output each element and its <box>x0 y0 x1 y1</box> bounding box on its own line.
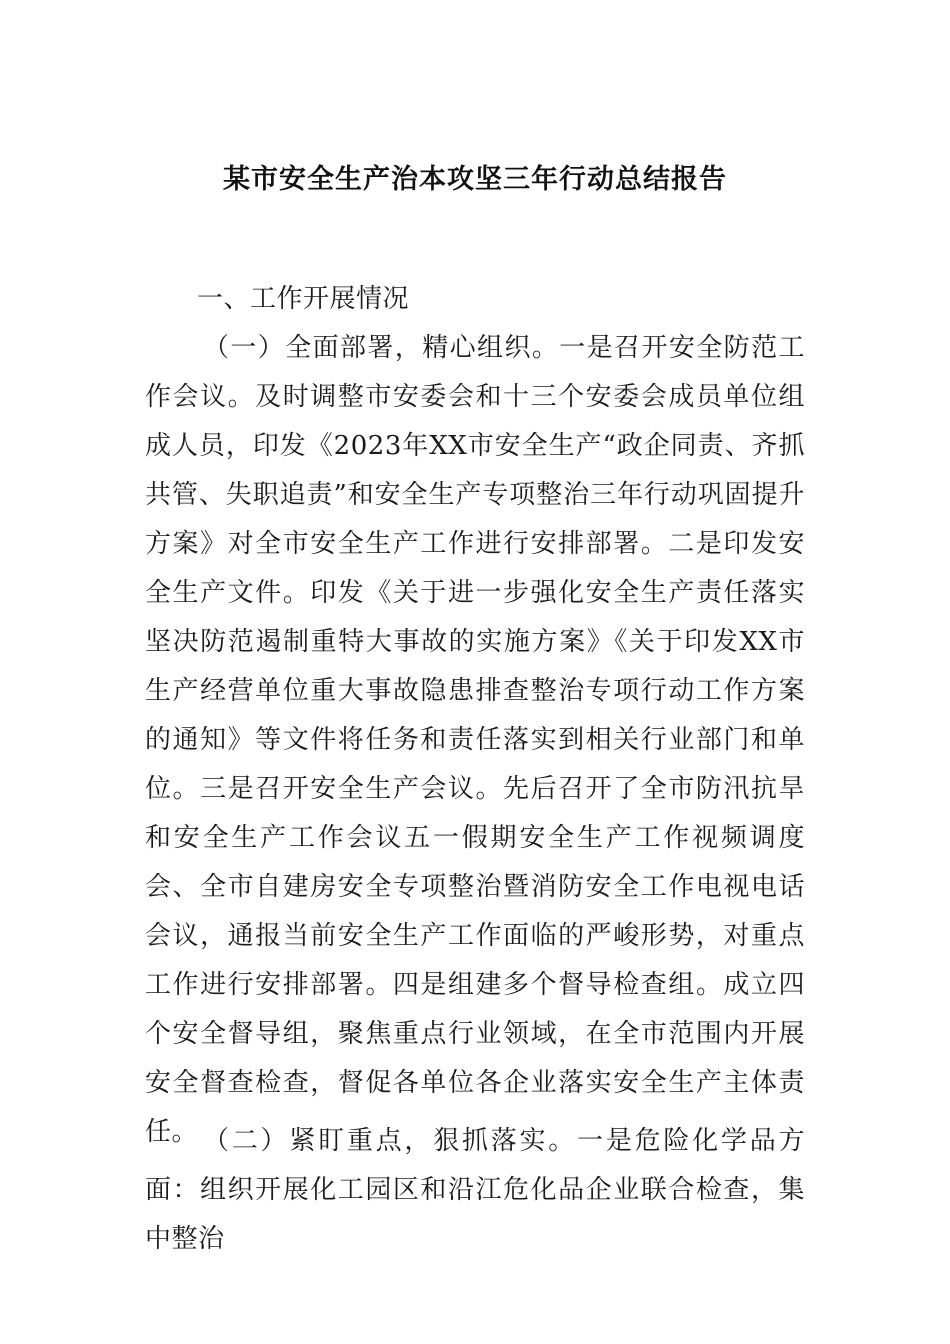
document-title: 某市安全生产治本攻坚三年行动总结报告 <box>223 164 727 195</box>
paragraph-2: （二）紧盯重点，狠抓落实。一是危险化学品方面：组织开展化工园区和沿江危化品企业联合检查，集中整治 <box>145 1126 805 1254</box>
section-heading: 一、工作开展情况 <box>197 284 410 314</box>
paragraph-1: （一）全面部署，精心组织。一是召开安全防范工作会议。及时调整市安委会和十三个安委会成员单位组成人员，印发《2023年XX市安全生产“政企同责、齐抓共管、失职追责”和安全生产专项整治三年行动巩固提升方案》对全市安全生产工作进行安排部署。二是印发安全生产文件。印发《关于进一步强化安全生产责任落实坚决防范遏制重特大事故的实施方案》《关于印发XX市生产经营单位重大事故隐患排查整治专项行动工作方案的通知》等文件将任务和责任落实到相关行业部门和单位。三是召开安全生产会议。先后召开了全市防汛抗旱和安全生产工作会议五一假期安全生产工作视频调度会、全市自建房安全专项整治暨消防安全工作电视电话会议，通报当前安全生产工作面临的严峻形势，对重点工作进行安排部署。四是组建多个督导检查组。成立四个安全督导组，聚焦重点行业领域，在全市范围内开展安全督查检查，督促各单位各企业落实安全生产主体责任。 <box>145 333 805 1147</box>
